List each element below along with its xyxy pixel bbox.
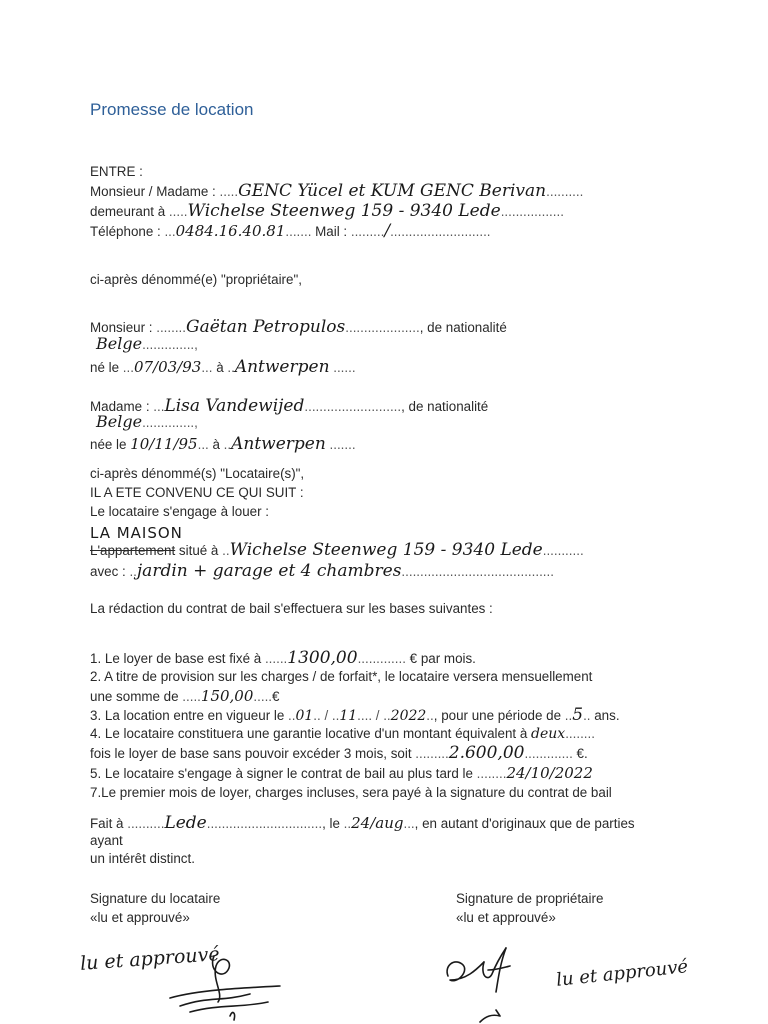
owner-name-line: Monsieur / Madame : .....GENC Yücel et KUM GENC Berivan.......... <box>90 181 584 201</box>
engagement-text: Le locataire s'engage à louer : <box>90 504 269 519</box>
clause-4-line2-prefix: fois le loyer de base sans pouvoir excéder 3 mois, soit <box>90 746 416 761</box>
owner-signature <box>440 940 520 1024</box>
tenant-handwritten-approval: lu et approuvé <box>79 943 221 975</box>
clause-3-year: 2022 <box>390 708 427 724</box>
clause-3-month: 11 <box>339 708 358 724</box>
tenant1-birthplace-label: à <box>212 360 228 375</box>
clause-7: 7.Le premier mois de loyer, charges incluses, sera payé à la signature du contrat de bail <box>90 785 612 800</box>
tenant2-nationality-value: Belge <box>96 412 143 431</box>
done-suffix: , en autant d'originaux que de parties <box>414 816 635 831</box>
owner-address-label: demeurant à <box>90 204 169 219</box>
clause-4-prefix: 4. Le locataire constituera une garantie locative d'un montant équivalent à <box>90 726 532 741</box>
clause-3-prefix: 3. La location entre en vigueur le <box>90 708 289 723</box>
tenant1-name-value: Gaëtan Petropulos <box>186 317 346 337</box>
done-line2: ayant <box>90 833 123 848</box>
tenant1-label: Monsieur : <box>90 320 157 335</box>
done-line3: un intérêt distinct. <box>90 851 195 866</box>
clause-3-day: 01 <box>295 708 314 724</box>
tenant2-birthplace-label: à <box>208 437 224 452</box>
tenant1-birth-line: né le ...07/03/93... à ..Antwerpen ...... <box>90 357 356 377</box>
document-title: Promesse de location <box>90 100 254 119</box>
tenant-signature <box>150 950 290 1024</box>
done-date: 24/aug <box>351 814 404 832</box>
tenant2-birth-line: née le 10/11/95... à ..Antwerpen ....... <box>90 434 356 454</box>
owner-phone-label: Téléphone : <box>90 224 165 239</box>
clause-2-suffix: € <box>272 689 280 704</box>
done-line: Fait à ..........Lede..............................., le ..24/aug..., en autant d'originaux que de parties <box>90 813 635 833</box>
tenant-signature-title: Signature du locataire <box>90 891 221 906</box>
done-mid: , le <box>322 816 344 831</box>
property-with-line: avec : ..jardin + garage et 4 chambres......................................... <box>90 561 554 581</box>
property-location-line: L'appartement situé à ..Wichelse Steenweg 159 - 9340 Lede........... <box>90 540 584 560</box>
clause-1-prefix: 1. Le loyer de base est fixé à <box>90 651 265 666</box>
owner-address-line: demeurant à .....Wichelse Steenweg 159 - 9340 Lede................. <box>90 201 564 221</box>
property-location-label: situé à <box>175 543 223 558</box>
property-location-value: Wichelse Steenweg 159 - 9340 Lede <box>229 540 543 560</box>
owner-name-value: GENC Yücel et KUM GENC Berivan <box>238 181 547 201</box>
tenant2-nationality-label: , de nationalité <box>401 399 489 414</box>
owner-handwritten-approval: lu et approuvé <box>555 956 690 991</box>
tenant-signature-note: «lu et approuvé» <box>90 910 190 925</box>
tenant2-name-value: Lisa Vandewijed <box>164 396 305 416</box>
clause-5: 5. Le locataire s'engage à signer le contrat de bail au plus tard le ........24/10/2022 <box>90 764 593 782</box>
tenant2-name-line: Madame : ...Lisa Vandewijed.........................., de nationalité <box>90 396 489 416</box>
clause-4-line1: 4. Le locataire constituera une garantie locative d'un montant équivalent à deux........ <box>90 726 595 742</box>
tenant2-birth-date: 10/11/95 <box>130 435 198 453</box>
tenant-designation: ci-après dénommé(s) "Locataire(s)", <box>90 466 305 481</box>
property-struck-type: L'appartement <box>90 543 176 558</box>
owner-address-value: Wichelse Steenweg 159 - 9340 Lede <box>187 201 501 221</box>
clause-2-line2: une somme de .....150,00.....€ <box>90 687 280 705</box>
tenant2-birth-label: née le <box>90 437 131 452</box>
owner-signature-note: «lu et approuvé» <box>456 910 556 925</box>
clause-5-date: 24/10/2022 <box>506 764 593 782</box>
clause-3: 3. La location entre en vigueur le ..01.. / ..11.... / ..2022.., pour une période de ..5.. ans. <box>90 705 620 725</box>
owner-mail-value: / <box>384 221 391 241</box>
clause-3-suffix: ans. <box>590 708 620 723</box>
tenant1-nationality-line: Belge.............., <box>96 334 198 353</box>
owner-mail-label: Mail : <box>315 224 351 239</box>
tenant1-birth-date: 07/03/93 <box>133 358 202 376</box>
clause-4-line2: fois le loyer de base sans pouvoir excéder 3 mois, soit .........2.600,00............. €. <box>90 743 588 763</box>
tenant2-label: Madame : <box>90 399 154 414</box>
tenant2-nationality-line: Belge.............., <box>96 412 198 431</box>
property-handwritten-type: LA MAISON <box>90 524 183 542</box>
clause-4-suffix: €. <box>572 746 588 761</box>
clause-3-duration: 5 <box>572 705 584 725</box>
property-with-value: jardin + garage et 4 chambres <box>136 561 402 581</box>
tenant1-birthplace-value: Antwerpen <box>234 357 330 377</box>
clause-1-value: 1300,00 <box>287 648 358 668</box>
clause-4-value: deux <box>531 726 566 742</box>
owner-phone-value: 0484.16.40.81 <box>175 222 286 240</box>
owner-phone-line: Téléphone : ...0484.16.40.81....... Mail : ........./........................... <box>90 221 491 241</box>
property-with-label: avec : <box>90 564 130 579</box>
agreement-heading: IL A ETE CONVENU CE QUI SUIT : <box>90 485 304 500</box>
clause-5-prefix: 5. Le locataire s'engage à signer le contrat de bail au plus tard le <box>90 766 477 781</box>
done-place: Lede <box>164 813 207 833</box>
done-prefix: Fait à <box>90 816 128 831</box>
tenant1-birth-label: né le <box>90 360 123 375</box>
tenant2-birthplace-value: Antwerpen <box>231 434 326 454</box>
clause-2-value: 150,00 <box>200 687 254 705</box>
owner-signature-title: Signature de propriétaire <box>456 891 604 906</box>
tenant1-name-line: Monsieur : ........Gaëtan Petropulos...................., de nationalité <box>90 317 507 337</box>
owner-name-label: Monsieur / Madame : <box>90 184 220 199</box>
clause-3-mid: , pour une période de <box>433 708 565 723</box>
tenant1-nationality-value: Belge <box>96 334 143 353</box>
clause-4-amount: 2.600,00 <box>448 743 525 763</box>
owner-designation: ci-après dénommé(e) "propriétaire", <box>90 272 302 287</box>
entre-label: ENTRE : <box>90 164 143 179</box>
tenant1-nationality-label: , de nationalité <box>419 320 507 335</box>
bases-intro: La rédaction du contrat de bail s'effectuera sur les bases suivantes : <box>90 601 493 616</box>
clause-2-prefix: une somme de <box>90 689 183 704</box>
clause-1-suffix: € par mois. <box>405 651 476 666</box>
clause-1: 1. Le loyer de base est fixé à ......1300,00............. € par mois. <box>90 648 476 668</box>
clause-2-line1: 2. A titre de provision sur les charges / de forfait*, le locataire versera mensuellement <box>90 669 593 684</box>
